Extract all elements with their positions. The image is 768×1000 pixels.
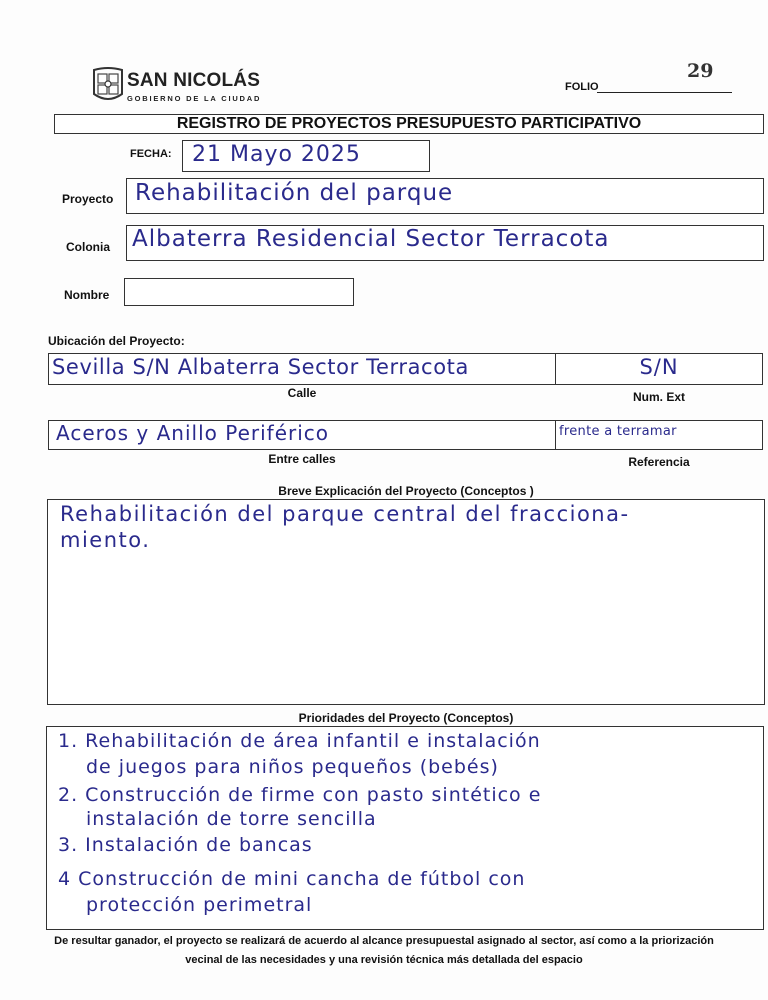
- footer-note-line: vecinal de las necesidades y una revisión técnica más detallada del espacio: [185, 954, 583, 966]
- num-ext-label: Num. Ext: [632, 390, 685, 404]
- prioridades-label: Prioridades del Proyecto (Conceptos): [298, 711, 514, 725]
- referencia-label: Referencia: [628, 455, 690, 469]
- prioridad-line: instalación de torre sencilla: [86, 808, 377, 830]
- calle-label: Calle: [287, 386, 317, 400]
- city-emblem-icon: [92, 66, 124, 104]
- folio-number: 29: [687, 60, 714, 82]
- logo-title: SAN NICOLÁS: [127, 70, 261, 91]
- proyecto-label: Proyecto: [62, 192, 114, 206]
- prioridad-line: 2. Construcción de firme con pasto sintético e: [58, 784, 542, 806]
- num-ext-value: S/N: [639, 355, 679, 379]
- prioridad-line: de juegos para niños pequeños (bebés): [86, 756, 499, 778]
- proyecto-value: Rehabilitación del parque: [135, 180, 454, 206]
- fecha-label: FECHA:: [130, 148, 172, 160]
- folio-label: FOLIO: [565, 81, 599, 93]
- colonia-label: Colonia: [66, 240, 110, 254]
- prioridad-line: 1. Rehabilitación de área infantil e instalación: [58, 730, 541, 752]
- form-title: REGISTRO DE PROYECTOS PRESUPUESTO PARTICIPATIVO: [176, 115, 642, 132]
- ubicacion-label: Ubicación del Proyecto:: [48, 334, 185, 348]
- prioridad-line: 3. Instalación de bancas: [58, 834, 313, 856]
- colonia-value: Albaterra Residencial Sector Terracota: [132, 226, 610, 252]
- referencia-value: frente a terramar: [559, 424, 677, 439]
- prioridad-line: protección perimetral: [86, 894, 313, 916]
- nombre-field[interactable]: [124, 278, 354, 306]
- explicacion-field[interactable]: [47, 499, 765, 705]
- calle-value: Sevilla S/N Albaterra Sector Terracota: [52, 355, 469, 379]
- folio-line: [597, 92, 732, 93]
- entre-calles-value: Aceros y Anillo Periférico: [56, 421, 330, 445]
- explicacion-label: Breve Explicación del Proyecto (Conceptos ): [278, 484, 534, 498]
- footer-note-line: De resultar ganador, el proyecto se realizará de acuerdo al alcance presupuestal asignado al sector, así como a la priorización: [54, 935, 714, 947]
- entre-calles-label: Entre calles: [268, 452, 336, 466]
- prioridad-line: 4 Construcción de mini cancha de fútbol con: [58, 868, 526, 890]
- logo-subtitle: GOBIERNO DE LA CIUDAD: [127, 94, 262, 103]
- explicacion-line: Rehabilitación del parque central del fracciona-: [60, 502, 630, 526]
- nombre-label: Nombre: [64, 288, 110, 302]
- fecha-value: 21 Mayo 2025: [192, 142, 361, 167]
- explicacion-line: miento.: [60, 528, 151, 552]
- logo: [92, 66, 124, 104]
